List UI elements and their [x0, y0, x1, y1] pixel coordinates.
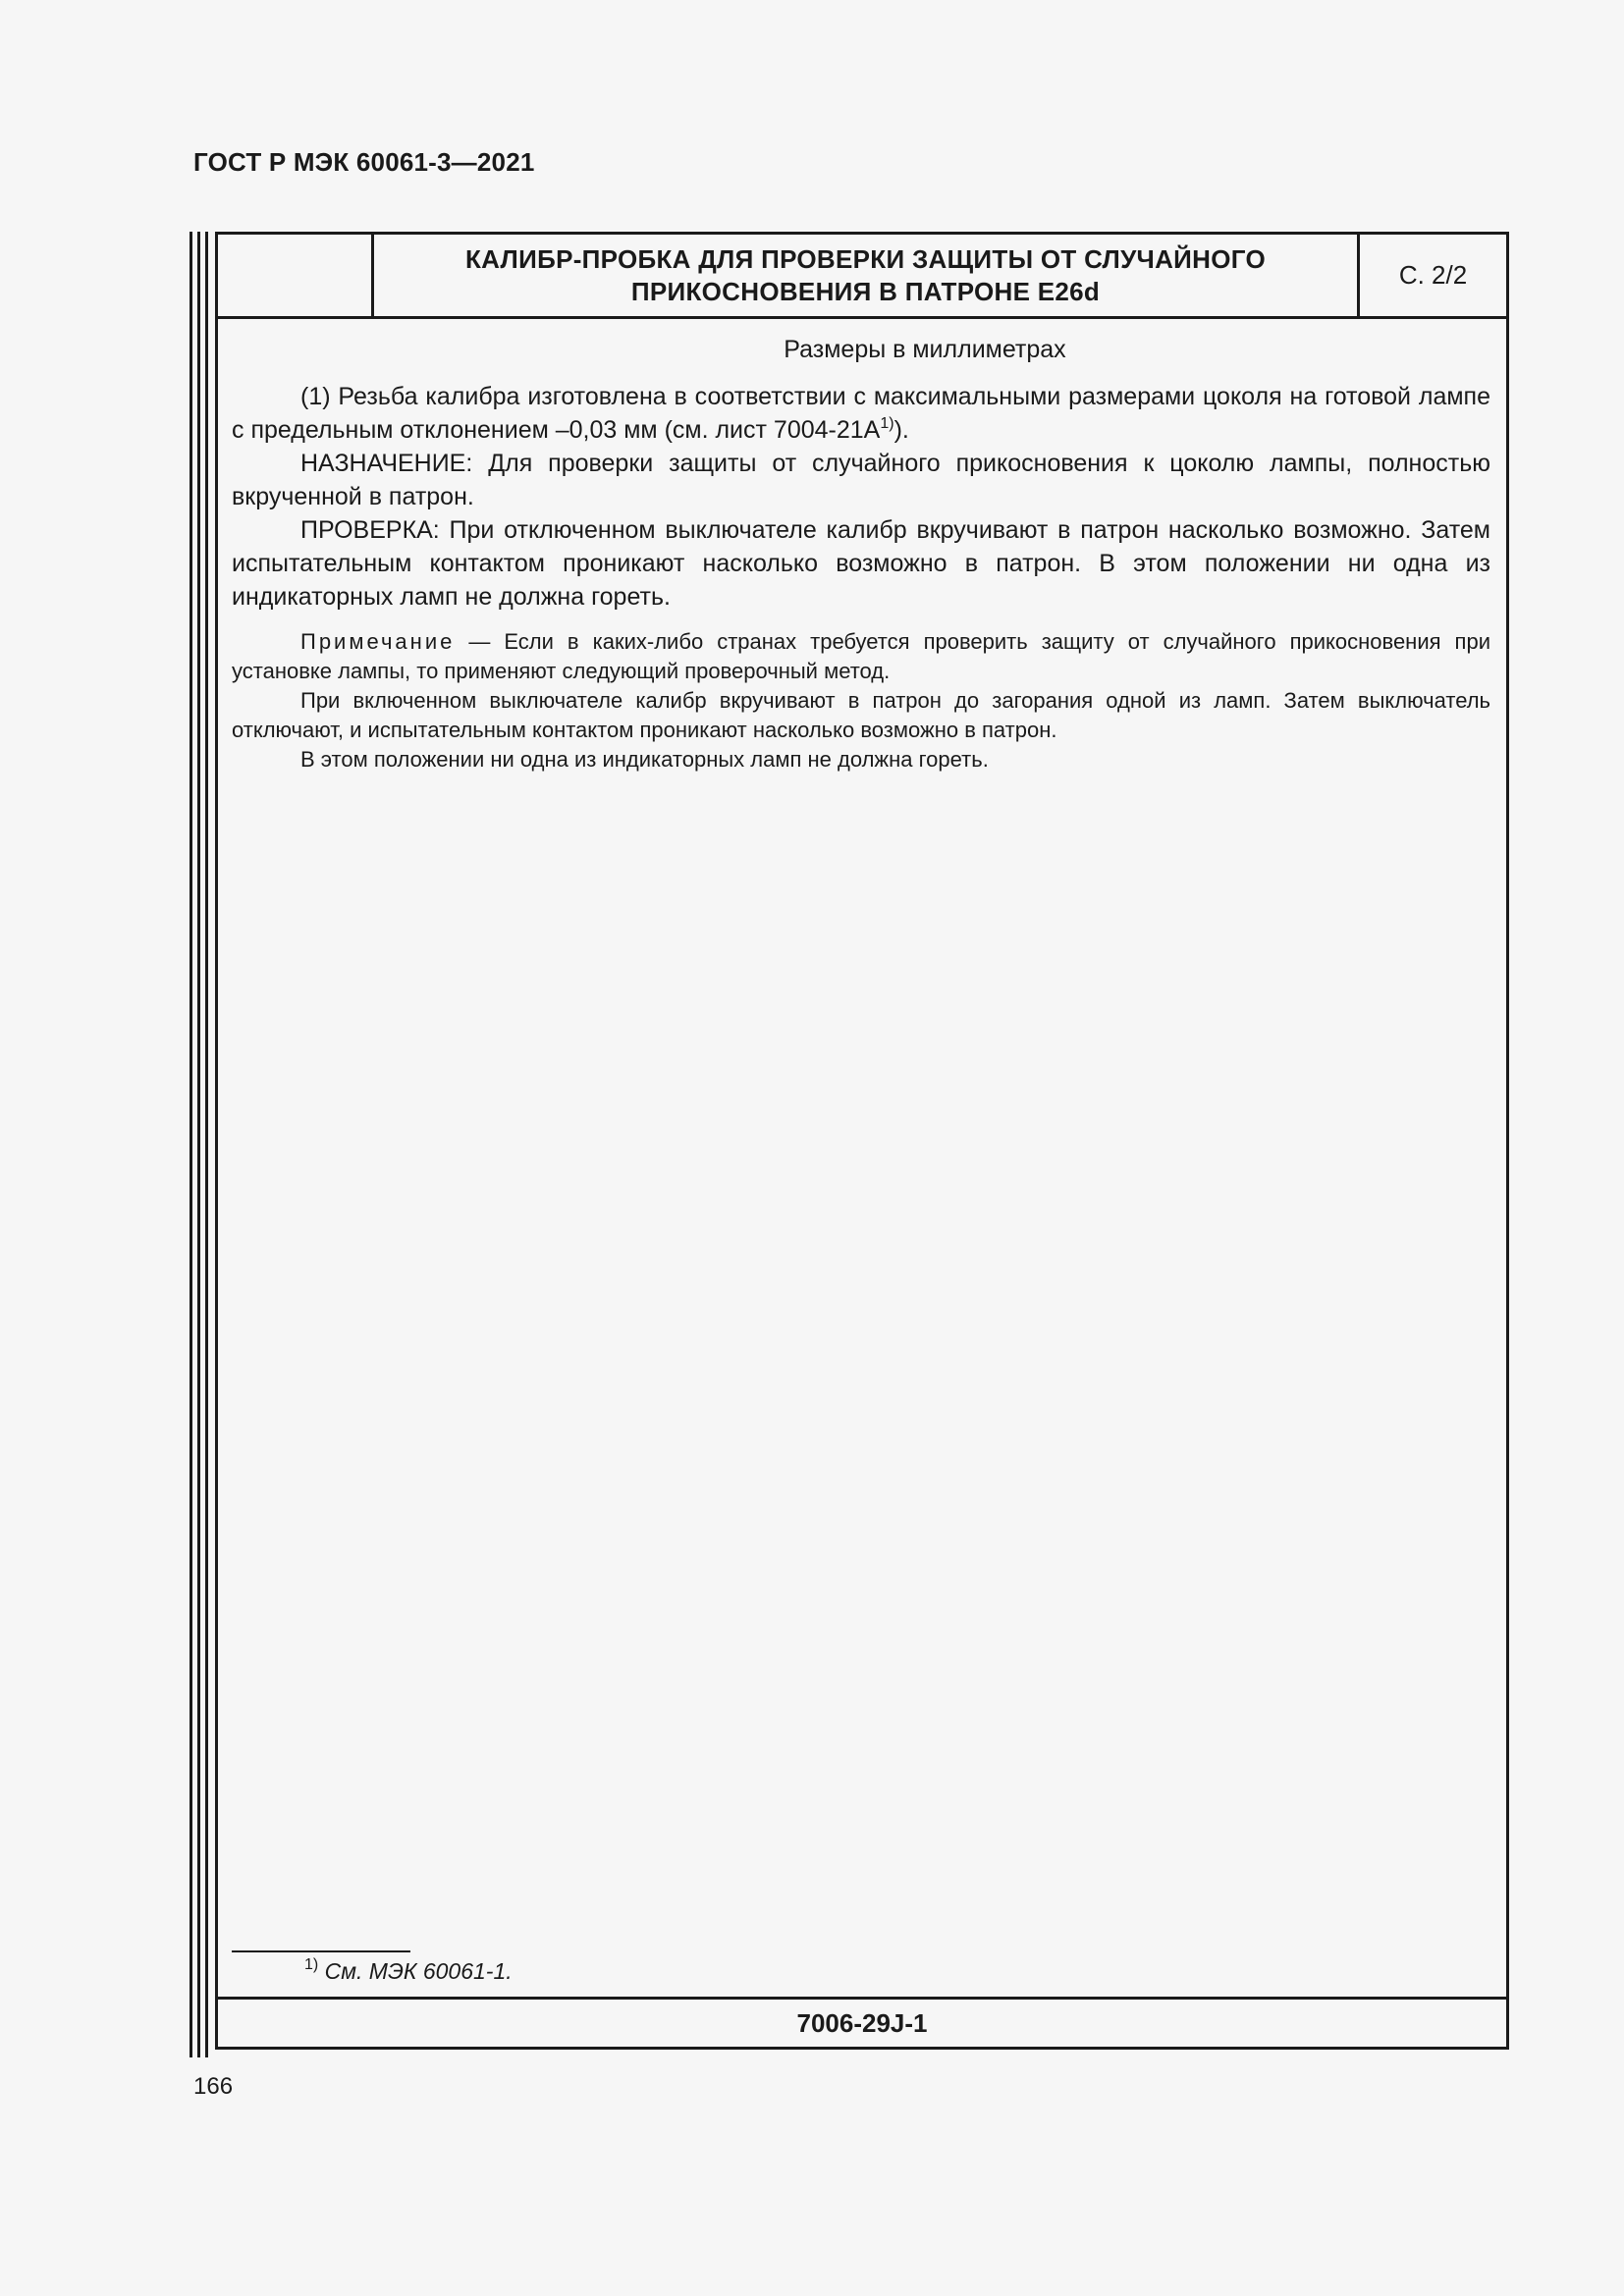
- page-number: 166: [193, 2073, 234, 2100]
- sheet-title: [374, 235, 1357, 316]
- note-3: В этом положении ни одна из индикаторных ламп не должна гореть.: [300, 747, 989, 772]
- footnote-separator: [232, 1950, 410, 1952]
- sheet-frame: [215, 232, 1509, 2050]
- note-2: При включенном выключателе калибр вкручивают в патрон до загорания одной из ламп. Затем выключатель отключают, и испытательным контактом проникают насколько возможно в патрон.: [232, 688, 1490, 742]
- footnote-ref: 1): [880, 415, 894, 432]
- paragraph-test: ПРОВЕРКА: При отключенном выключателе калибр вкручивают в патрон насколько возможно. Затем испытательным контактом проникают насколько возможно в патрон. В этом положении ни одна из индикаторных ламп не должна гореть.: [232, 516, 1490, 611]
- title-left-cell: [218, 235, 374, 316]
- binding-bar-3: [205, 232, 208, 2057]
- title-row: [218, 235, 1506, 319]
- sheet-number: 7006-29J-1: [218, 1997, 1506, 2047]
- binding-bar-1: [189, 232, 192, 2057]
- dimensions-note: Размеры в миллиметрах: [784, 336, 1066, 363]
- paragraph-thread: (1) Резьба калибра изготовлена в соответствии с максимальными размерами цоколя на готовой лампе с предельным отклонением –0,03 мм (см. лист $7004-21A^{1)}$).: [232, 383, 1490, 444]
- note-1: Примечание — Если в каких-либо странах требуется проверить защиту от случайного прикосновения при установке лампы, то применяют следующий проверочный метод.: [232, 629, 1490, 683]
- page-ref: С. 2/2: [1357, 235, 1506, 316]
- footnote: $^{1)}$ См. МЭК 60061-1.: [304, 1956, 513, 1984]
- note-label: Примечание: [300, 629, 456, 654]
- sheet-body: [232, 333, 1490, 774]
- paragraph-purpose: НАЗНАЧЕНИЕ: Для проверки защиты от случайного прикосновения к цоколю лампы, полностью вкрученной в патрон.: [232, 450, 1490, 510]
- sheet-title-line2: ПРИКОСНОВЕНИЯ В ПАТРОНЕ E26d: [630, 276, 1101, 306]
- note-block: [232, 627, 1490, 774]
- binding-bar-2: [197, 232, 200, 2057]
- standard-header: ГОСТ Р МЭК 60061-3—2021: [193, 147, 535, 177]
- sheet-title-line1: КАЛИБР-ПРОБКА ДЛЯ ПРОВЕРКИ ЗАЩИТЫ ОТ СЛУЧАЙНОГО: [464, 243, 1266, 274]
